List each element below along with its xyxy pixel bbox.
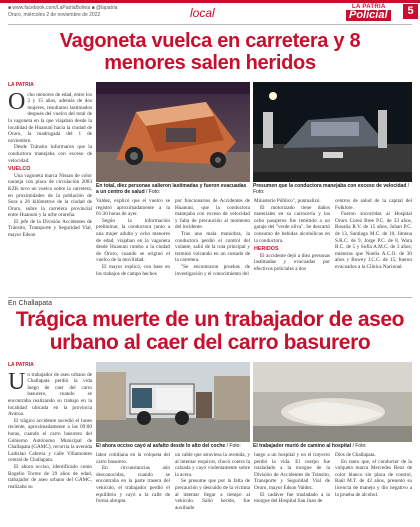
article2-column-2 bbox=[96, 452, 170, 522]
article2-paragraph: n trabajador de aseo urbano de Challapata perdió la vida luego de caer del carro basurero, cuando se encontraba realizando su trabajo en la localidad ubicada en la provincia Avaroa. bbox=[8, 371, 92, 418]
article1-column-5 bbox=[335, 198, 412, 294]
caption-credit: / Foto: bbox=[226, 443, 241, 449]
article1-paragraph: El jefe de la División Accidentes de Tránsito, Transporte y Seguridad Vial, mayor Edson bbox=[8, 218, 92, 239]
caption-credit: / Foto: bbox=[253, 183, 410, 195]
article1-column-2 bbox=[96, 198, 170, 294]
article2-photo2-caption bbox=[253, 443, 412, 449]
article1-column-3 bbox=[175, 198, 250, 294]
dateline: Oruro, miércoles 2 de noviembre de 2022 bbox=[8, 12, 101, 18]
article2-paragraph: En tanto que, el conductor de la volqueta marca Mercedes Benz de color blanco sin placa de control, Raúl M.T. de 42 años, presentó su licencia de manejo y dio negativo a la prueba de alcohol. bbox=[335, 458, 412, 498]
article2-paragraph: luego a un hospital y en el trayecto perdió la vida. El cuerpo fue trasladado a la morgue de la División de Accidentes de Tránsito, Transporte y Seguridad Vial de Oruro, mayor Edson Valdez. bbox=[254, 452, 330, 491]
article1-paragraph: cho menores de edad, entre los 3 y 15 años, además de dos mujeres, resultaron lastimados después del vuelco del total de la vagoneta en la que viajaban desde la localidad de Huanuni hacia la ciudad de Oruro, la madrugada del 1 de noviembre. bbox=[8, 91, 92, 144]
article2-column-1 bbox=[8, 362, 92, 522]
top-red-rule bbox=[0, 0, 420, 3]
article1-paragraph: Una vagoneta marca Nissan de color naranja con placa de circulación 2003 KZK tuvo un vuelco sobre la carretera, en proximidades de la población de Sora a 26 kilómetros de la ciudad de Oruro, sobre la carretera provincial entre Huanuni y la urbe orureña. bbox=[8, 172, 92, 219]
article2-dropcap: U bbox=[8, 368, 26, 395]
caption-text: El ahora occiso cayó al asfalto desde lo alto del coche bbox=[96, 443, 226, 449]
article1-photo2-caption bbox=[253, 183, 412, 195]
article1-paragraph: por funcionarios de Accidentes de Huanuni, que la conductora manejaba con exceso de velocidad y falta de precaución al momento del incidente. bbox=[175, 198, 250, 231]
page-number: 5 bbox=[403, 4, 418, 19]
article2-paragraph: Se presume que por la falta de precaución y descuido de la víctima al intentar llegar a tiempo al vehículo. Salió herido, fue auxiliado bbox=[175, 478, 250, 511]
article2-paragraph: El ahora occiso, identificado como Rogelio Torrez de 29 años de edad, trabajador de aseo urbano del GAMC, realizaba su bbox=[8, 463, 92, 490]
article1-byline: LA PATRIA bbox=[8, 82, 34, 88]
article1-paragraph: Según la información preliminar, la conductora junto a una mujer adulta y ocho menores de edad, viajaban en la vagoneta desde Huanuni rumbo a la ciudad de Oruro, cuando se originó el vuelco de la movilidad. bbox=[96, 217, 170, 264]
article2-paragraph: En circunstancias aún desconocidas, cuando se encontraba en la parte trasera del vehículo, el trabajador perdió el equilibrio y cayó a la calle de forma abrupta. bbox=[96, 465, 170, 505]
article1-subhead-vuelco: VUELCO bbox=[8, 166, 31, 173]
article1-paragraph: Fueron socorridas al Hospital Oruro Corea Bree P.C. de 33 años, Rosalía R.V. de 15 años, Johan P.C. de 13, Santiago M.C. de 10, Jimena S.R.C. de 9, Jorge P.C. de 8, Wara R.C. de 5 y Sofía A.M.C. de 3 años; mientras que Noelia A.C.O. de 30 años y Bowey J.C.C. de 15, fueron evacuados a la Clínica Nacional. bbox=[335, 211, 412, 270]
caption-text: Presumen que la conductora manejaba con exceso de velocidad bbox=[253, 183, 407, 189]
article2-column-4 bbox=[254, 452, 330, 522]
article2-headline: Trágica muerte de un trabajador de aseo urbano al caer del carro basurero bbox=[15, 308, 405, 354]
article1-paragraph: Ministerio Público", puntualizó. bbox=[254, 198, 321, 204]
masthead-logo-top: LA PATRIA bbox=[352, 4, 386, 10]
article2-photo-garbage-truck bbox=[96, 362, 250, 442]
article2-column-3 bbox=[175, 452, 250, 522]
caption-text: El trabajador murió de camino al hospital bbox=[253, 443, 352, 449]
article2-paragraph: un cable que atraviesa la avenida, y al intentar esquivar, chocó contra la calzada y cayó violentamente sobre la acera. bbox=[175, 452, 250, 478]
caption-credit: / Foto: bbox=[146, 189, 161, 195]
article2-kicker: En Challapata bbox=[8, 300, 52, 307]
article2-paragraph: El cadáver fue trasladado a la morgue del Hospital San Juan de bbox=[254, 491, 330, 505]
article2-paragraph: labor cotidiana en la volqueta del carro basurero. bbox=[96, 452, 170, 465]
caption-credit: / Foto: bbox=[352, 443, 367, 449]
masthead-logo-main: Policial bbox=[346, 10, 391, 21]
article1-paragraph: Desde Tránsito informaron que la conductora manejaba con exceso de velocidad. bbox=[8, 144, 92, 164]
article1-paragraph: Tras una mala maniobra, la conductora perdió el control del volante, salió de la ruta principal y terminó volcando en un costado de la carretera. bbox=[175, 230, 250, 264]
article2-column-5 bbox=[335, 452, 412, 522]
article2-photo-covered-body bbox=[253, 362, 412, 442]
article1-paragraph: Valdez, explicó que el vuelco se registró aproximadamente a la 01:30 horas de ayer. bbox=[96, 198, 170, 218]
article1-paragraph: El mayor explicó, con base en los trabajos de campo hechos bbox=[96, 263, 170, 277]
caption-text: En total, diez personas salieron lastimadas y fueron evacuadas a un centro de salud bbox=[96, 183, 247, 195]
article1-dropcap: O bbox=[8, 88, 26, 115]
article1-photo1-caption bbox=[96, 183, 250, 195]
article1-photo-night-scene bbox=[253, 82, 412, 182]
article1-photo-overturned-van bbox=[96, 82, 250, 182]
article-divider bbox=[8, 297, 412, 298]
article1-column-1 bbox=[8, 82, 92, 294]
social-links: ■ www.facebook.com/LaPatriaBolivia ■ @lapatria bbox=[8, 5, 118, 11]
article1-paragraph: centros de salud de la capital del Folklore. bbox=[335, 198, 412, 211]
article1-headline: Vagoneta vuelca en carretera y 8 menores salen heridos bbox=[59, 30, 361, 74]
article1-paragraph: El motorizado tiene daños materiales en su carrocería y los ocho pasajeros fue remitido a un garaje del "verde oliva". Se descartó consumo de bebidas alcohólicas en la conductora. bbox=[254, 204, 330, 244]
article2-paragraph: Dios de Challapata. bbox=[335, 452, 376, 458]
article2-byline: LA PATRIA bbox=[8, 362, 34, 368]
article1-column-4 bbox=[254, 198, 330, 294]
section-name: local bbox=[190, 6, 215, 20]
article2-paragraph: El trágico accidente sucedió el lunes reciente, aproximadamente a las 09:00 horas, cuando el carro basurero del Gobierno Autónomo Municipal de Challapata (GAMC), recorría la avenida Ladislao Cabrera y calle Villamontes central de Challapata. bbox=[8, 417, 92, 464]
header-divider bbox=[8, 24, 412, 25]
article1-paragraph: "Se encontraron pruebas de investigación y el conocimiento del bbox=[175, 263, 250, 277]
article1-paragraph: El accidente dejó a diez personas lastimadas y evacuadas por efectivos policiales a dos bbox=[254, 252, 330, 272]
article1-subhead-heridos: HERIDOS bbox=[254, 246, 279, 253]
article2-photo1-caption bbox=[96, 443, 250, 449]
